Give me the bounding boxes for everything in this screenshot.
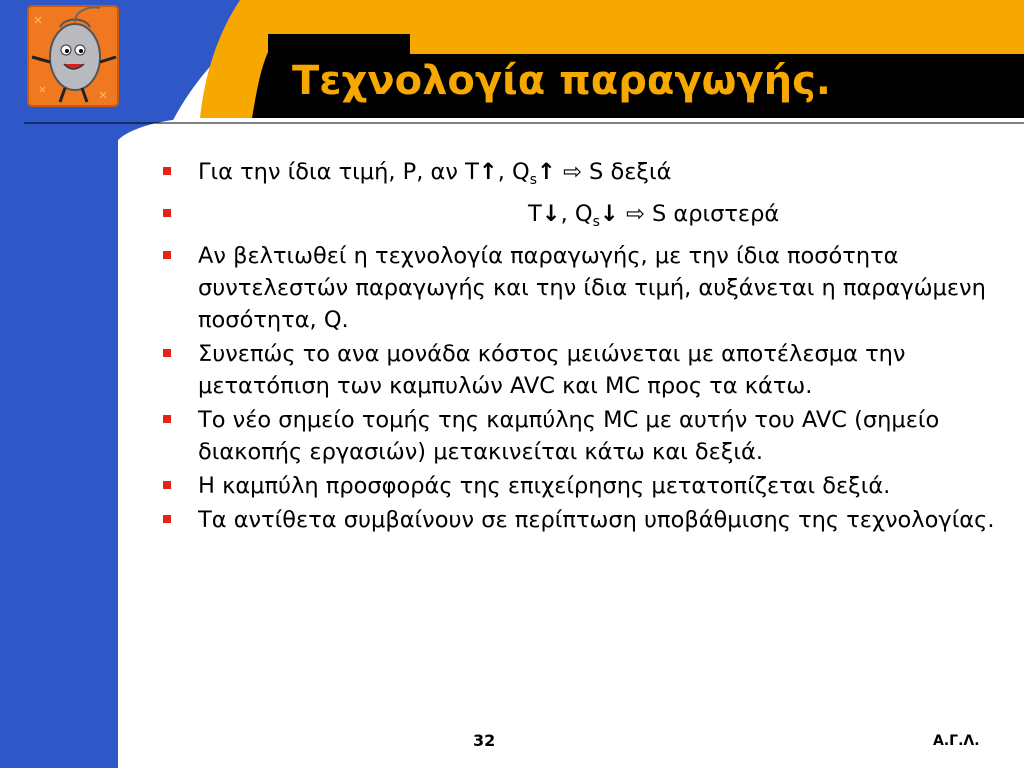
bullet-icon: [163, 251, 171, 259]
hollow-arrow-right-icon: ⇨: [625, 201, 645, 227]
arrow-up-icon: ↑: [478, 159, 498, 185]
bullet-icon: [163, 415, 171, 423]
arrow-down-icon: ↓: [599, 201, 619, 227]
page-number: 32: [473, 731, 496, 750]
title-bar-top-accent: [410, 34, 1024, 54]
list-item: [160, 338, 1010, 402]
bullet-text: Το νέο σημείο τομής της καμπύλης MC με αυτήν του AVC (σημείο διακοπής εργασιών) μετακινείται κάτω και δεξιά.: [198, 407, 940, 465]
arrow-up-icon: ↑: [537, 159, 556, 185]
list-item: [160, 240, 1010, 336]
bullet-icon: [163, 481, 171, 489]
bullet-icon: [163, 515, 171, 523]
bullet-text: Αν βελτιωθεί η τεχνολογία παραγωγής, με την ίδια ποσότητα συντελεστών παραγωγής και την ίδια τιμή, αυξάνεται η παραγώμενη ποσότητα, Q.: [198, 243, 986, 333]
mouse-mascot-logo: [20, 2, 120, 108]
bullet-text: Τα αντίθετα συμβαίνουν σε περίπτωση υποβάθμισης της τεχνολογίας.: [198, 507, 995, 533]
page-title: Τεχνολογία παραγωγής.: [292, 58, 831, 104]
bullet-text: Συνεπώς το ανα μονάδα κόστος μειώνεται με αποτέλεσμα την μετατόπιση των καμπυλών AVC και MC προς τα κάτω.: [198, 341, 906, 399]
list-item: [160, 156, 1010, 196]
title-bar-tab: [268, 34, 410, 52]
bullet-text: T↓, $Q_s↓$ ⇨ S αριστερά: [198, 198, 1010, 238]
bullet-icon: [163, 349, 171, 357]
list-item: [160, 504, 1010, 536]
list-item: [160, 404, 1010, 468]
bullet-icon: [163, 209, 171, 217]
bullet-list: [160, 156, 1010, 538]
author-initials: Α.Γ.Λ.: [933, 733, 980, 749]
bullet-text: Η καμπύλη προσφοράς της επιχείρησης μετατοπίζεται δεξιά.: [198, 473, 891, 499]
list-item: [160, 470, 1010, 502]
bullet-text: Για την ίδια τιμή, P, αν T↑, $Q_s↑$ ⇨ S δεξιά: [198, 159, 671, 185]
arrow-down-icon: ↓: [541, 201, 561, 227]
hollow-arrow-right-icon: ⇨: [563, 159, 582, 185]
bullet-icon: [163, 167, 171, 175]
list-item: [160, 198, 1010, 238]
